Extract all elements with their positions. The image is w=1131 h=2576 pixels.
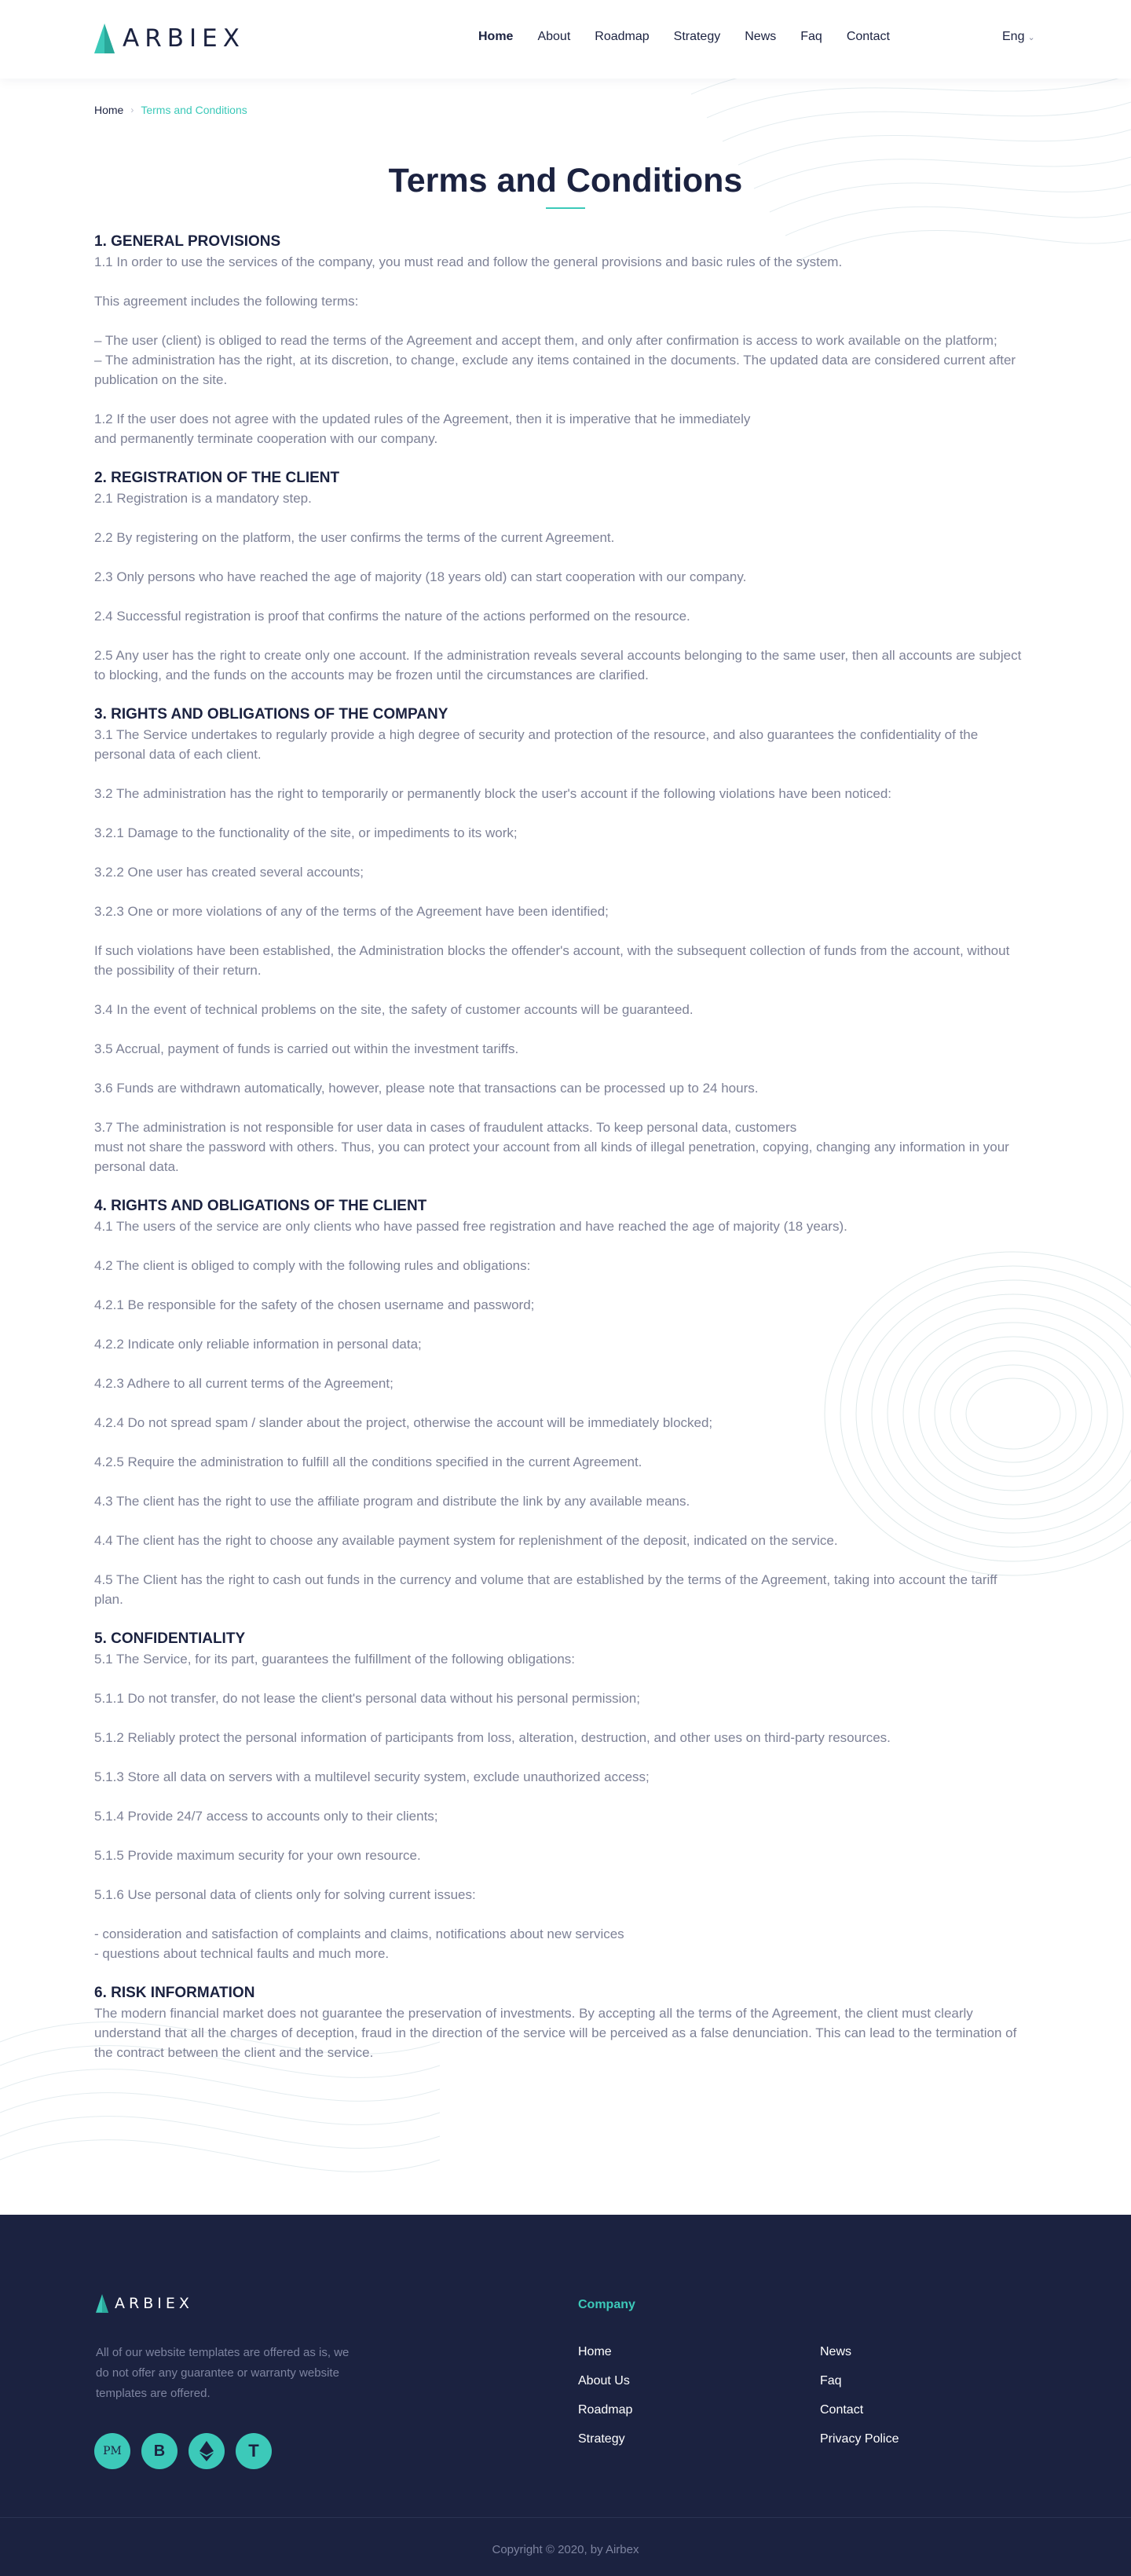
footer-links-col-1 (578, 2344, 632, 2447)
section-heading: 6. RISK INFORMATION (94, 1985, 255, 2001)
section-heading: 1. GENERAL PROVISIONS (94, 233, 281, 250)
footer-link-roadmap[interactable]: Roadmap (578, 2403, 633, 2417)
footer-link-home[interactable]: Home (578, 2345, 612, 2358)
section-paragraph: 4.4 The client has the right to choose any available payment system for replenishment of the deposit, indicated on the service. (94, 1533, 838, 1548)
terms-section (94, 1196, 1029, 1609)
breadcrumb-current: Terms and Conditions (141, 104, 247, 116)
footer-links-col-2 (820, 2344, 899, 2447)
section-paragraph: 3.5 Accrual, payment of funds is carried out within the investment tariffs. (94, 1041, 519, 1056)
footer-link-privacy[interactable]: Privacy Police (820, 2432, 899, 2446)
copyright: Copyright © 2020, by Airbex (492, 2543, 639, 2556)
section-heading: 2. REGISTRATION OF THE CLIENT (94, 470, 340, 486)
section-paragraph: - consideration and satisfaction of complaints and claims, notifications about new services - questions about technical faults and much more. (94, 1927, 624, 1961)
section-paragraph: 2.4 Successful registration is proof that confirms the nature of the actions performed on the resource. (94, 609, 690, 624)
footer-link-news[interactable]: News (820, 2345, 852, 2358)
section-paragraph: If such violations have been established, the Administration blocks the offender's account, with the subsequent collection of funds from the account, without the possibility of their return. (94, 943, 1010, 978)
main-nav (478, 30, 890, 44)
footer-link-faq[interactable]: Faq (820, 2374, 842, 2388)
nav-home[interactable]: Home (478, 30, 514, 43)
perfect-money-icon[interactable]: PM (94, 2433, 130, 2469)
terms-section (94, 232, 1029, 448)
section-paragraph: 5.1.1 Do not transfer, do not lease the client's personal data without his personal permission; (94, 1691, 640, 1706)
brand-name: ARBIEX (123, 24, 245, 53)
tether-icon[interactable]: T (236, 2433, 272, 2469)
section-paragraph: 5.1.4 Provide 24/7 access to accounts only to their clients; (94, 1809, 438, 1824)
footer-link-contact[interactable]: Contact (820, 2403, 864, 2417)
page-title: Terms and Conditions (388, 162, 743, 199)
breadcrumb-home[interactable]: Home (94, 104, 124, 116)
site-footer (0, 2215, 1131, 2576)
section-paragraph: 2.5 Any user has the right to create only one account. If the administration reveals several accounts belonging to the same user, then all accounts are subject to blocking, and the funds on the accounts may be frozen until the circumstances are clarified. (94, 648, 1022, 682)
bitcoin-icon[interactable]: B (141, 2433, 178, 2469)
terms-section (94, 468, 1029, 685)
footer-divider (0, 2517, 1131, 2518)
section-paragraph: 4.2.5 Require the administration to fulfill all the conditions specified in the current Agreement. (94, 1454, 642, 1469)
payment-icons (94, 2433, 272, 2469)
footer-logo[interactable] (96, 2294, 193, 2313)
section-paragraph: 1.1 In order to use the services of the company, you must read and follow the general provisions and basic rules of the system. (94, 254, 843, 269)
section-paragraph: This agreement includes the following terms: (94, 294, 359, 309)
section-paragraph: – The user (client) is obliged to read the terms of the Agreement and accept them, and only after confirmation is access to work available on the platform; – The administration has the right, at its discretion, to change, exclude any items contained in the documents. The updated data are considered current after publication on the site. (94, 333, 1016, 387)
nav-faq[interactable]: Faq (800, 30, 822, 43)
footer-description: All of our website templates are offered as is, we do not offer any guarantee or warranty website templates are offered. (96, 2346, 350, 2400)
section-paragraph: 4.1 The users of the service are only clients who have passed free registration and have reached the age of majority (18 years). (94, 1219, 847, 1234)
language-selector[interactable] (1002, 30, 1035, 44)
section-paragraph: 1.2 If the user does not agree with the updated rules of the Agreement, then it is imperative that he immediately and permanently terminate cooperation with our company. (94, 412, 751, 446)
terms-content (94, 232, 1029, 2082)
section-paragraph: 4.2 The client is obliged to comply with the following rules and obligations: (94, 1258, 531, 1273)
terms-section (94, 1983, 1029, 2062)
site-header (0, 0, 1131, 79)
section-paragraph: 4.2.4 Do not spread spam / slander about the project, otherwise the account will be immediately blocked; (94, 1415, 713, 1430)
logo-mark-icon (96, 2294, 108, 2313)
section-paragraph: 3.2.2 One user has created several accounts; (94, 865, 364, 880)
section-paragraph: 4.5 The Client has the right to cash out funds in the currency and volume that are established by the terms of the Agreement, taking into account the tariff plan. (94, 1572, 997, 1607)
logo-mark-icon (94, 24, 115, 53)
section-paragraph: 3.6 Funds are withdrawn automatically, however, please note that transactions can be processed up to 24 hours. (94, 1081, 759, 1096)
section-paragraph: 3.2 The administration has the right to temporarily or permanently block the user's account if the following violations have been noticed: (94, 786, 891, 801)
breadcrumb (94, 104, 247, 116)
section-heading: 3. RIGHTS AND OBLIGATIONS OF THE COMPANY (94, 706, 448, 723)
section-paragraph: 5.1.5 Provide maximum security for your own resource. (94, 1848, 421, 1863)
section-paragraph: 4.2.1 Be responsible for the safety of the chosen username and password; (94, 1297, 535, 1312)
chevron-right-icon: › (130, 104, 134, 115)
section-paragraph: 4.2.3 Adhere to all current terms of the Agreement; (94, 1376, 393, 1391)
section-paragraph: 5.1 The Service, for its part, guarantees the fulfillment of the following obligations: (94, 1652, 576, 1667)
section-paragraph: 4.3 The client has the right to use the affiliate program and distribute the link by any available means. (94, 1494, 690, 1509)
section-paragraph: 3.2.1 Damage to the functionality of the site, or impediments to its work; (94, 825, 518, 840)
nav-contact[interactable]: Contact (846, 30, 890, 43)
footer-company-title: Company (578, 2298, 635, 2311)
section-paragraph: 3.4 In the event of technical problems on the site, the safety of customer accounts will be guaranteed. (94, 1002, 694, 1017)
nav-about[interactable]: About (537, 30, 571, 43)
footer-link-strategy[interactable]: Strategy (578, 2432, 625, 2446)
section-heading: 4. RIGHTS AND OBLIGATIONS OF THE CLIENT (94, 1198, 427, 1214)
chevron-down-icon: ⌄ (1027, 32, 1035, 42)
brand-logo[interactable] (94, 24, 245, 53)
section-paragraph: 3.1 The Service undertakes to regularly provide a high degree of security and protection of the resource, and also guarantees the confidentiality of the personal data of each client. (94, 727, 979, 762)
ethereum-icon[interactable] (188, 2433, 225, 2469)
section-paragraph: 5.1.2 Reliably protect the personal information of participants from loss, alteration, destruction, and other uses on third-party resources. (94, 1730, 891, 1745)
title-underline (546, 207, 585, 209)
terms-section (94, 1629, 1029, 1963)
section-paragraph: 2.2 By registering on the platform, the user confirms the terms of the current Agreement. (94, 530, 615, 545)
section-paragraph: 5.1.3 Store all data on servers with a multilevel security system, exclude unauthorized access; (94, 1769, 650, 1784)
section-paragraph: 4.2.2 Indicate only reliable information in personal data; (94, 1337, 422, 1352)
nav-strategy[interactable]: Strategy (673, 30, 721, 43)
section-paragraph: 3.7 The administration is not responsible for user data in cases of fraudulent attacks. To keep personal data, customers must not share the password with others. Thus, you can protect your account from all kinds of illegal penetration, copying, changing any information in your personal data. (94, 1120, 1009, 1174)
terms-section (94, 704, 1029, 1176)
footer-link-about[interactable]: About Us (578, 2374, 630, 2388)
nav-roadmap[interactable]: Roadmap (595, 30, 650, 43)
section-paragraph: The modern financial market does not guarantee the preservation of investments. By accepting all the terms of the Agreement, the client must clearly understand that all the charges of deception, fraud in the direction of the service will be perceived as a false denunciation. This can lead to the termination of the contract between the client and the service. (94, 2006, 1017, 2060)
section-paragraph: 2.1 Registration is a mandatory step. (94, 491, 312, 506)
section-heading: 5. CONFIDENTIALITY (94, 1630, 246, 1647)
language-label: Eng (1002, 30, 1025, 43)
nav-news[interactable]: News (745, 30, 777, 43)
footer-brand-name: ARBIEX (115, 2295, 193, 2312)
section-paragraph: 5.1.6 Use personal data of clients only for solving current issues: (94, 1887, 476, 1902)
section-paragraph: 2.3 Only persons who have reached the age of majority (18 years old) can start cooperation with our company. (94, 569, 747, 584)
section-paragraph: 3.2.3 One or more violations of any of the terms of the Agreement have been identified; (94, 904, 609, 919)
